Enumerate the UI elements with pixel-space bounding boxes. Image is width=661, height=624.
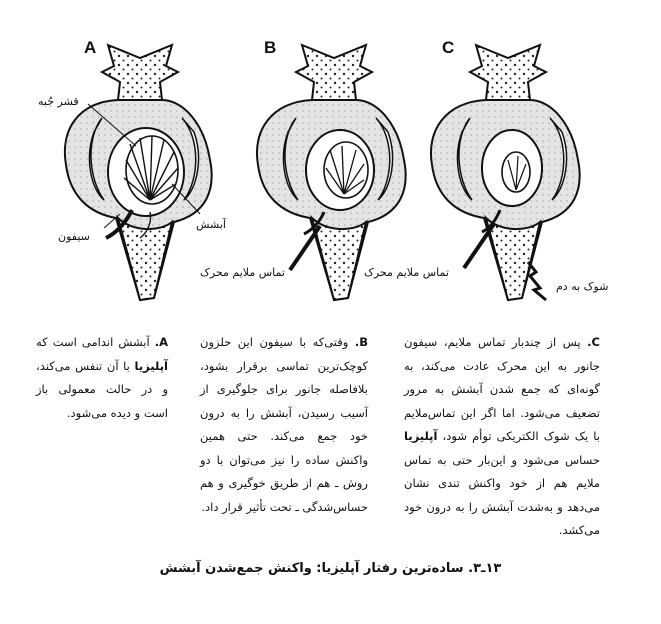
caption-a-marker: A.	[154, 335, 168, 349]
label-siphon: سیفون	[58, 230, 90, 243]
label-shell: قشر جُبه	[38, 95, 79, 108]
caption-b	[200, 331, 368, 519]
caption-a-text-1: آبشش اندامی است که	[36, 335, 155, 349]
caption-b-text: وقتی‌که با سیفون این حلزون کوچک‌ترین تماسی برقرار بشود، بلافاصله جانور برای جلوگیری از آسیب رسیدن، آبشش را به درون خود جمع می‌کند. حتی همین واکنش ساده را نیز می‌توان با دو روش ـ هم از طریق خوگیری و هم حساس‌شدگی ـ تحت تأثیر قرار داد.	[200, 335, 368, 514]
aplysia-panel-c	[431, 45, 580, 300]
panel-letter-c: C	[442, 38, 455, 57]
caption-c-bold: آپلیزیا	[404, 429, 438, 443]
label-gill: آبشش	[196, 218, 226, 231]
caption-a-text-2: با آن تنفس می‌کند، و در حالت معمولی باز است و دیده می‌شود.	[36, 358, 168, 420]
caption-c-text-1: پس از چندبار تماس ملایم، سیفون جانور به این محرک عادت می‌کند، به گونه‌ای که جمع شدن آبشش به مرور تضعیف می‌شود. اما اگر این تماس‌ملایم با یک شوک الکتریکی توأم شود،	[404, 335, 600, 443]
caption-c	[404, 331, 600, 543]
panel-letter-b: B	[264, 38, 277, 57]
caption-b-marker: B.	[354, 335, 368, 349]
caption-c-marker: C.	[587, 335, 600, 349]
caption-c-text-2: حساس می‌شود و این‌بار حتی به تماس ملایم هم از خود واکنش تندی نشان می‌دهد و به‌شدت آبشش را به درون خود می‌کشد.	[404, 452, 600, 537]
aplysia-panel-b	[257, 45, 406, 300]
label-stimulus-b: تماس ملایم محرک	[200, 266, 285, 279]
caption-a	[36, 331, 168, 425]
label-stimulus-c: تماس ملایم محرک	[364, 266, 449, 279]
caption-a-bold: آپلیزیا	[134, 358, 168, 373]
label-shock: شوک به دم	[556, 280, 609, 293]
panel-letter-a: A	[84, 38, 97, 57]
aplysia-panel-a	[65, 45, 212, 300]
figure-title: ۱۳ـ۳. ساده‌ترین رفتار آپلیزیا: واکنش جمع‌شدن آبشش	[159, 561, 502, 576]
